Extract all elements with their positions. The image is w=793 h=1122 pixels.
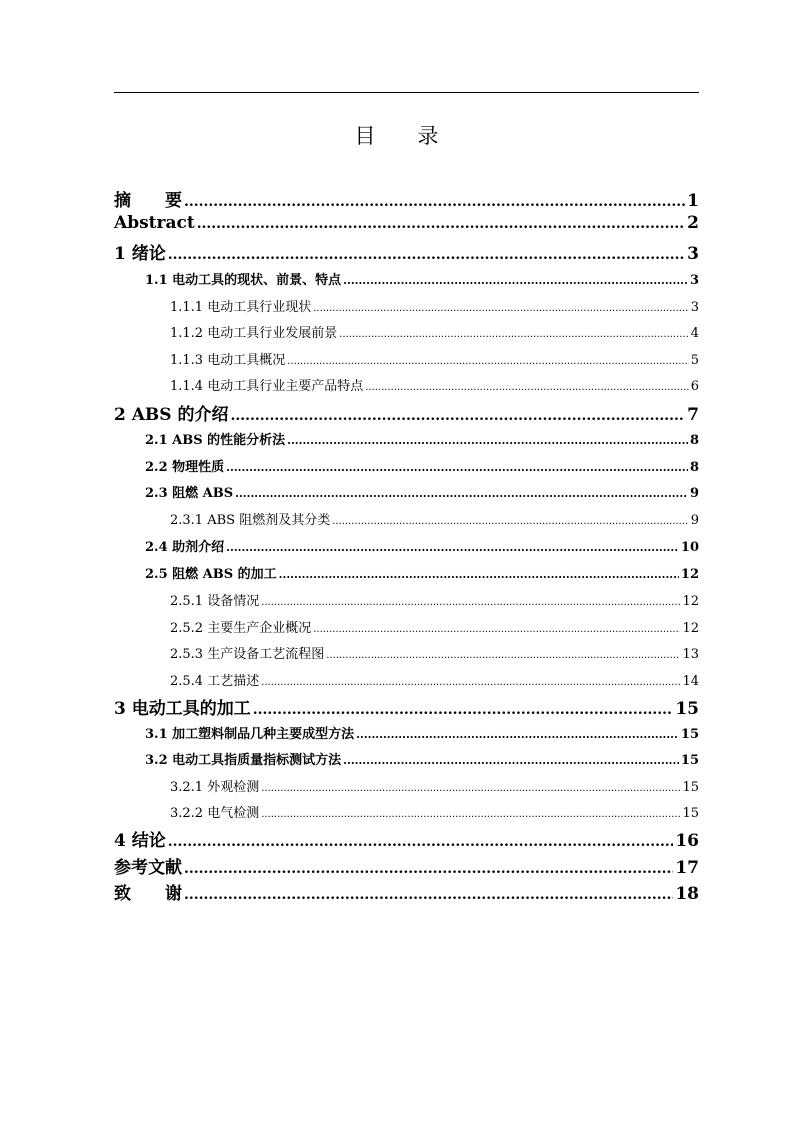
dot-leader [365, 382, 689, 393]
toc-entry-label: 2.4 助剂介绍 [145, 540, 225, 555]
toc-entry-label: 1.1.1 电动工具行业现状 [170, 300, 312, 315]
toc-entry-label: 2.5.1 设备情况 [170, 594, 260, 609]
toc-entry-page: 4 [690, 326, 699, 341]
toc-entry-page: 15 [680, 727, 699, 742]
toc-entry-page: 5 [690, 353, 699, 368]
toc-entry-label: 1.1.3 电动工具概况 [170, 353, 286, 368]
dot-leader [253, 702, 674, 718]
toc-entry-label: 3.2 电动工具指质量指标测试方法 [145, 753, 342, 768]
toc-entry-page: 1 [687, 191, 699, 211]
dot-leader [287, 356, 689, 367]
dot-leader [326, 650, 680, 661]
toc-entry-label: 2.2 物理性质 [145, 460, 225, 475]
toc-entry-label: 1.1.4 电动工具行业主要产品特点 [170, 379, 364, 394]
toc-entry-page: 15 [680, 753, 699, 768]
toc-entry-page: 2 [687, 213, 699, 233]
dot-leader [184, 887, 673, 903]
toc-entry[interactable] [170, 776, 699, 795]
toc-entry-page: 10 [680, 540, 699, 555]
toc-entry[interactable] [170, 375, 699, 394]
toc-entry-page: 12 [682, 594, 699, 609]
toc-entry[interactable] [145, 723, 699, 742]
toc-entry-label: 1.1 电动工具的现状、前景、特点 [145, 273, 342, 288]
toc-entry[interactable] [145, 749, 699, 768]
toc-entry[interactable] [170, 617, 699, 636]
toc-entry-label: 2.5 阻燃 ABS 的加工 [145, 567, 277, 582]
toc-entry-label: 参考文献 [114, 858, 182, 878]
toc-entry-label: 致 谢 [114, 884, 182, 904]
dot-leader [197, 216, 685, 232]
toc-entry-label: 3.2.1 外观检测 [170, 780, 260, 795]
toc-entry[interactable] [145, 456, 699, 475]
toc-entry[interactable] [114, 213, 699, 233]
toc-entry[interactable] [145, 429, 699, 448]
dot-leader [184, 861, 673, 877]
toc-entry[interactable] [145, 269, 699, 288]
toc-entry-page: 6 [690, 379, 699, 394]
dot-leader [313, 624, 680, 635]
page-title: 目 录 [354, 124, 439, 148]
toc-entry[interactable] [114, 826, 699, 851]
toc-entry[interactable] [170, 296, 699, 315]
toc-entry-label: 3.2.2 电气检测 [170, 806, 260, 821]
toc-entry-label: 3.1 加工塑料制品几种主要成型方法 [145, 727, 355, 742]
dot-leader [313, 303, 689, 314]
dot-leader [343, 274, 688, 287]
dot-leader [184, 194, 685, 210]
dot-leader [226, 461, 688, 474]
toc-entry-page: 3 [690, 300, 699, 315]
toc-entry[interactable] [114, 853, 699, 878]
toc-entry[interactable] [170, 590, 699, 609]
toc-entry-page: 16 [675, 831, 699, 851]
toc-entry[interactable] [145, 482, 699, 501]
dot-leader [226, 541, 679, 554]
toc-entry[interactable] [145, 536, 699, 555]
toc-entry[interactable] [114, 239, 699, 264]
toc-entry-page: 12 [680, 567, 699, 582]
toc-entry-label: 2 ABS 的介绍 [114, 405, 229, 425]
dot-leader [287, 434, 688, 447]
toc-entry-page: 14 [682, 674, 699, 689]
toc-entry[interactable] [114, 400, 699, 425]
toc-entry-page: 15 [675, 699, 699, 719]
toc-entry[interactable] [170, 322, 699, 341]
dot-leader [279, 568, 679, 581]
toc-entry-page: 8 [689, 460, 699, 475]
toc-entry[interactable] [170, 509, 699, 528]
toc-entry-page: 8 [689, 433, 699, 448]
dot-leader [168, 834, 674, 850]
dot-leader [332, 516, 689, 527]
toc-entry[interactable] [170, 802, 699, 821]
toc-entry-label: 2.3.1 ABS 阻燃剂及其分类 [170, 513, 331, 528]
dot-leader [261, 783, 680, 794]
toc-entry-page: 18 [675, 884, 699, 904]
toc-entry-page: 9 [689, 486, 699, 501]
toc-entry-label: Abstract [114, 213, 195, 233]
toc-entry-label: 2.1 ABS 的性能分析法 [145, 433, 286, 448]
toc-entry-label: 4 结论 [114, 831, 166, 851]
dot-leader [261, 597, 680, 608]
toc-entry-label: 2.5.2 主要生产企业概况 [170, 621, 312, 636]
dot-leader [356, 728, 679, 741]
toc-entry[interactable] [170, 643, 699, 662]
toc-entry-page: 12 [682, 621, 699, 636]
toc-entry-label: 1.1.2 电动工具行业发展前景 [170, 326, 338, 341]
header-rule [114, 92, 699, 93]
toc-entry-label: 1 绪论 [114, 244, 166, 264]
toc-entry-page: 7 [687, 405, 699, 425]
toc-entry-page: 15 [682, 780, 699, 795]
dot-leader [231, 408, 686, 424]
toc-entry-page: 17 [675, 858, 699, 878]
toc-entry-label: 2.5.3 生产设备工艺流程图 [170, 647, 325, 662]
toc-entry-page: 3 [687, 244, 699, 264]
toc-entry-page: 13 [682, 647, 699, 662]
toc-entry-label: 3 电动工具的加工 [114, 699, 251, 719]
dot-leader [343, 754, 679, 767]
toc-entry[interactable] [170, 670, 699, 689]
toc-entry[interactable] [114, 694, 699, 719]
dot-leader [339, 329, 689, 340]
toc-entry-label: 2.3 阻燃 ABS [145, 486, 234, 501]
toc-entry[interactable] [145, 563, 699, 582]
dot-leader [261, 677, 680, 688]
toc-entry-label: 摘 要 [114, 191, 182, 211]
toc-entry[interactable] [114, 879, 699, 904]
dot-leader [261, 809, 680, 820]
toc-entry[interactable] [170, 349, 699, 368]
toc-entry-label: 2.5.4 工艺描述 [170, 674, 260, 689]
toc-entry-page: 15 [682, 806, 699, 821]
toc-entry-page: 3 [689, 273, 699, 288]
toc-entry[interactable] [114, 186, 699, 211]
dot-leader [235, 487, 688, 500]
toc-entry-page: 9 [690, 513, 699, 528]
dot-leader [168, 247, 685, 263]
